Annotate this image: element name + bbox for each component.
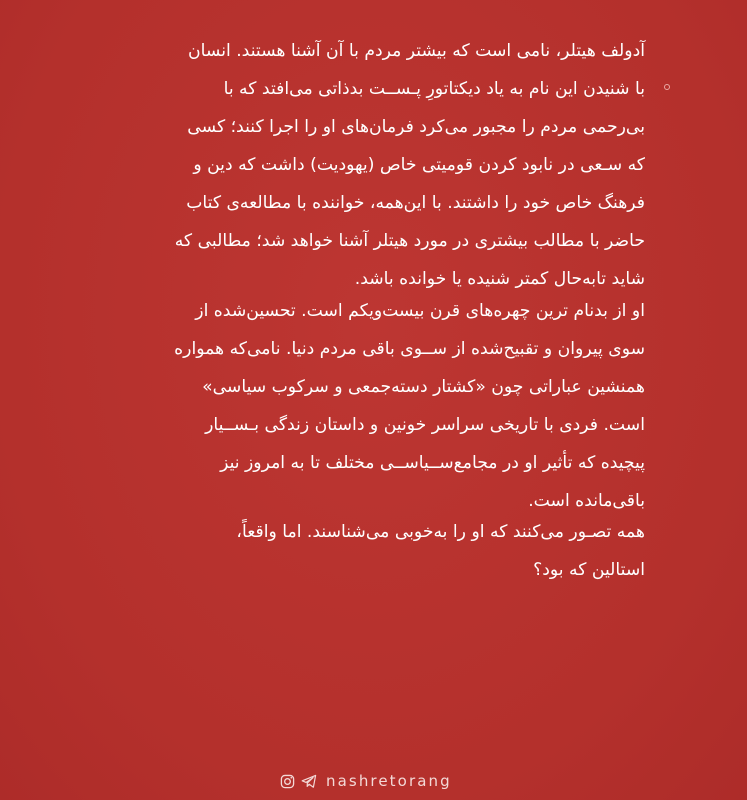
paragraph-line: با شنیدن این نام به یاد دیکتاتورِ پـســت بدذاتی می‌افتد که با xyxy=(223,79,645,99)
publisher-handle[interactable]: nashretorang xyxy=(326,772,452,790)
paragraph-stalin xyxy=(108,292,645,520)
paragraph-line: همنشین عباراتی چون «کشتار دسته‌جمعی و سرکوب سیاسی» xyxy=(202,377,645,397)
paragraph-line: بی‌رحمی مردم را مجبور می‌کرد فرمان‌های او را اجرا کنند؛ کسی xyxy=(187,117,645,137)
paragraph-line: او از بدنام ترین چهره‌های قرن بیست‌ویکم است. تحسین‌شده از xyxy=(195,301,645,321)
publisher-social-handle xyxy=(278,770,452,792)
instagram-icon[interactable] xyxy=(278,772,296,790)
decorative-bullet xyxy=(664,84,670,90)
paragraph-question xyxy=(108,513,645,589)
paragraph-line: است. فردی با تاریخی سراسر خونین و داستان زندگی بـســیار xyxy=(205,415,645,435)
paragraph-line: استالین که بود؟ xyxy=(533,560,645,580)
telegram-icon[interactable] xyxy=(300,772,318,790)
paragraph-line: همه تصـور می‌کنند که او را به‌خوبی می‌شناسند. اما واقعاً، xyxy=(236,522,645,542)
paragraph-line: که سـعی در نابود کردن قومیتی خاص (یهودیت) داشت که دین و xyxy=(193,155,645,175)
paragraph-line: شاید تابه‌حال کمتر شنیده یا خوانده باشد. xyxy=(354,269,645,289)
paragraph-line: فرهنگ خاص خود را داشتند. با این‌همه، خواننده با مطالعه‌ی کتاب xyxy=(186,193,645,213)
paragraph-line: آدولف هیتلر، نامی است که بیشتر مردم با آن آشنا هستند. انسان xyxy=(188,41,645,61)
paragraph-line: سوی پیروان و تقبیح‌شده از ســوی باقی مردم دنیا. نامی‌که همواره xyxy=(174,339,645,359)
paragraph-line: باقی‌مانده است. xyxy=(528,491,645,511)
paragraph-line: حاضر با مطالب بیشتری در مورد هیتلر آشنا خواهد شد؛ مطالبی که xyxy=(174,231,645,251)
paragraph-hitler xyxy=(108,32,645,298)
paragraph-line: پیچیده که تأثیر او در مجامع‌ســیاســی مختلف تا به امروز نیز xyxy=(220,453,645,473)
